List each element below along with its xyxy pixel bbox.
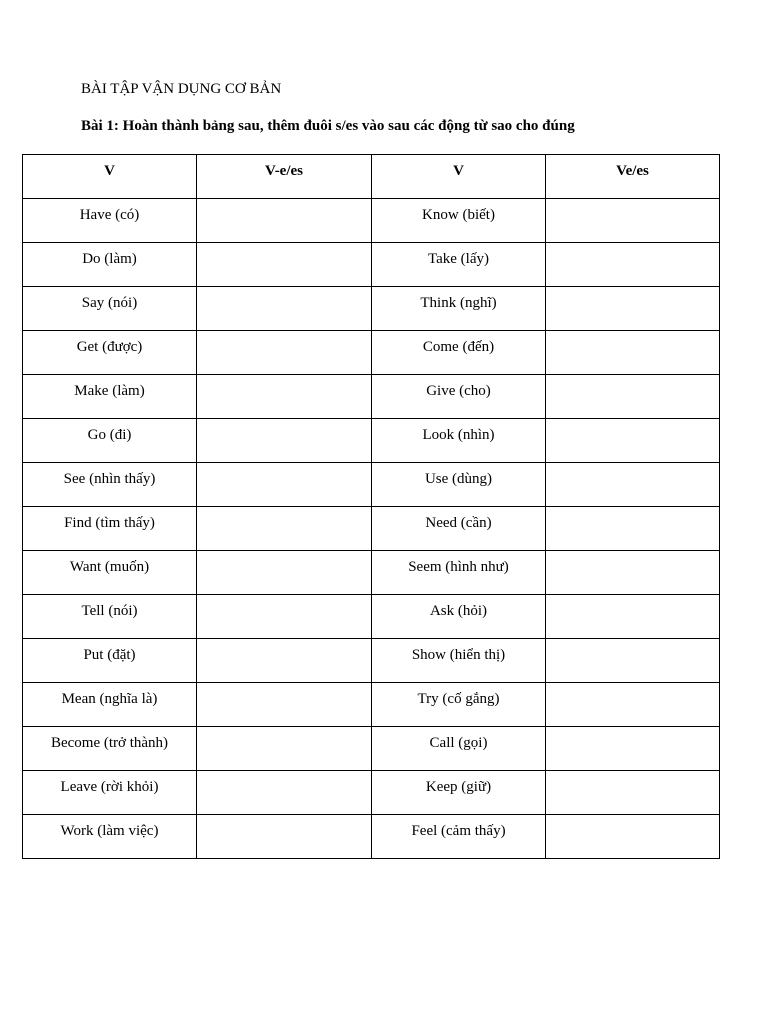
table-row [23, 287, 720, 331]
document-title: BÀI TẬP VẬN DỤNG CƠ BẢN [81, 81, 282, 97]
answer-cell-right[interactable] [546, 419, 720, 463]
table-row [23, 419, 720, 463]
answer-cell-left[interactable] [197, 507, 372, 551]
answer-cell-left[interactable] [197, 375, 372, 419]
answer-cell-left[interactable] [197, 815, 372, 859]
table-body [23, 199, 720, 859]
answer-cell-right[interactable] [546, 771, 720, 815]
table-row [23, 375, 720, 419]
answer-cell-left[interactable] [197, 551, 372, 595]
table-row [23, 463, 720, 507]
answer-cell-right[interactable] [546, 331, 720, 375]
table-row [23, 551, 720, 595]
answer-cell-left[interactable] [197, 287, 372, 331]
answer-cell-left[interactable] [197, 331, 372, 375]
header-answer-right: Ve/es [546, 155, 720, 199]
verb-cell-left: Say (nói) [23, 287, 197, 331]
table-row [23, 771, 720, 815]
answer-cell-right[interactable] [546, 375, 720, 419]
header-verb-right: V [372, 155, 546, 199]
verb-cell-right: Try (cố gắng) [372, 683, 546, 727]
answer-cell-right[interactable] [546, 243, 720, 287]
verb-cell-left: Do (làm) [23, 243, 197, 287]
table-row [23, 331, 720, 375]
answer-cell-left[interactable] [197, 639, 372, 683]
verb-cell-right: Need (cần) [372, 507, 546, 551]
table-header [23, 155, 720, 199]
verb-cell-left: Find (tìm thấy) [23, 507, 197, 551]
answer-cell-left[interactable] [197, 771, 372, 815]
verb-cell-left: Want (muốn) [23, 551, 197, 595]
verb-cell-right: Seem (hình như) [372, 551, 546, 595]
verb-cell-right: Take (lấy) [372, 243, 546, 287]
answer-cell-right[interactable] [546, 727, 720, 771]
table-row [23, 243, 720, 287]
verb-cell-right: Come (đến) [372, 331, 546, 375]
answer-cell-right[interactable] [546, 595, 720, 639]
answer-cell-left[interactable] [197, 727, 372, 771]
header-verb-left: V [23, 155, 197, 199]
verb-cell-right: Look (nhìn) [372, 419, 546, 463]
answer-cell-left[interactable] [197, 243, 372, 287]
verb-cell-left: Mean (nghĩa là) [23, 683, 197, 727]
verb-cell-left: Leave (rời khỏi) [23, 771, 197, 815]
answer-cell-right[interactable] [546, 199, 720, 243]
answer-cell-left[interactable] [197, 199, 372, 243]
verb-cell-right: Think (nghĩ) [372, 287, 546, 331]
header-row [23, 155, 720, 199]
verb-cell-right: Give (cho) [372, 375, 546, 419]
verb-cell-right: Ask (hỏi) [372, 595, 546, 639]
answer-cell-right[interactable] [546, 815, 720, 859]
header-answer-left: V-e/es [197, 155, 372, 199]
table-row [23, 595, 720, 639]
table-row [23, 199, 720, 243]
exercise-title: Bài 1: Hoàn thành bảng sau, thêm đuôi s/es vào sau các động từ sao cho đúng [81, 118, 575, 134]
answer-cell-right[interactable] [546, 287, 720, 331]
table-row [23, 507, 720, 551]
answer-cell-left[interactable] [197, 463, 372, 507]
verb-cell-right: Know (biết) [372, 199, 546, 243]
verb-cell-left: See (nhìn thấy) [23, 463, 197, 507]
verb-cell-left: Go (đi) [23, 419, 197, 463]
table-row [23, 683, 720, 727]
answer-cell-left[interactable] [197, 683, 372, 727]
verb-cell-right: Use (dùng) [372, 463, 546, 507]
verb-cell-left: Make (làm) [23, 375, 197, 419]
answer-cell-right[interactable] [546, 551, 720, 595]
verb-cell-left: Tell (nói) [23, 595, 197, 639]
table-row [23, 727, 720, 771]
answer-cell-right[interactable] [546, 463, 720, 507]
answer-cell-left[interactable] [197, 595, 372, 639]
verb-cell-right: Call (gọi) [372, 727, 546, 771]
answer-cell-right[interactable] [546, 683, 720, 727]
verb-cell-right: Show (hiển thị) [372, 639, 546, 683]
verb-cell-left: Work (làm việc) [23, 815, 197, 859]
verb-cell-left: Have (có) [23, 199, 197, 243]
table-row [23, 639, 720, 683]
table-row [23, 815, 720, 859]
answer-cell-left[interactable] [197, 419, 372, 463]
verb-cell-left: Get (được) [23, 331, 197, 375]
verb-cell-left: Put (đặt) [23, 639, 197, 683]
verb-cell-right: Keep (giữ) [372, 771, 546, 815]
verb-cell-left: Become (trở thành) [23, 727, 197, 771]
verb-cell-right: Feel (cảm thấy) [372, 815, 546, 859]
answer-cell-right[interactable] [546, 507, 720, 551]
verb-exercise-table [22, 154, 720, 859]
answer-cell-right[interactable] [546, 639, 720, 683]
